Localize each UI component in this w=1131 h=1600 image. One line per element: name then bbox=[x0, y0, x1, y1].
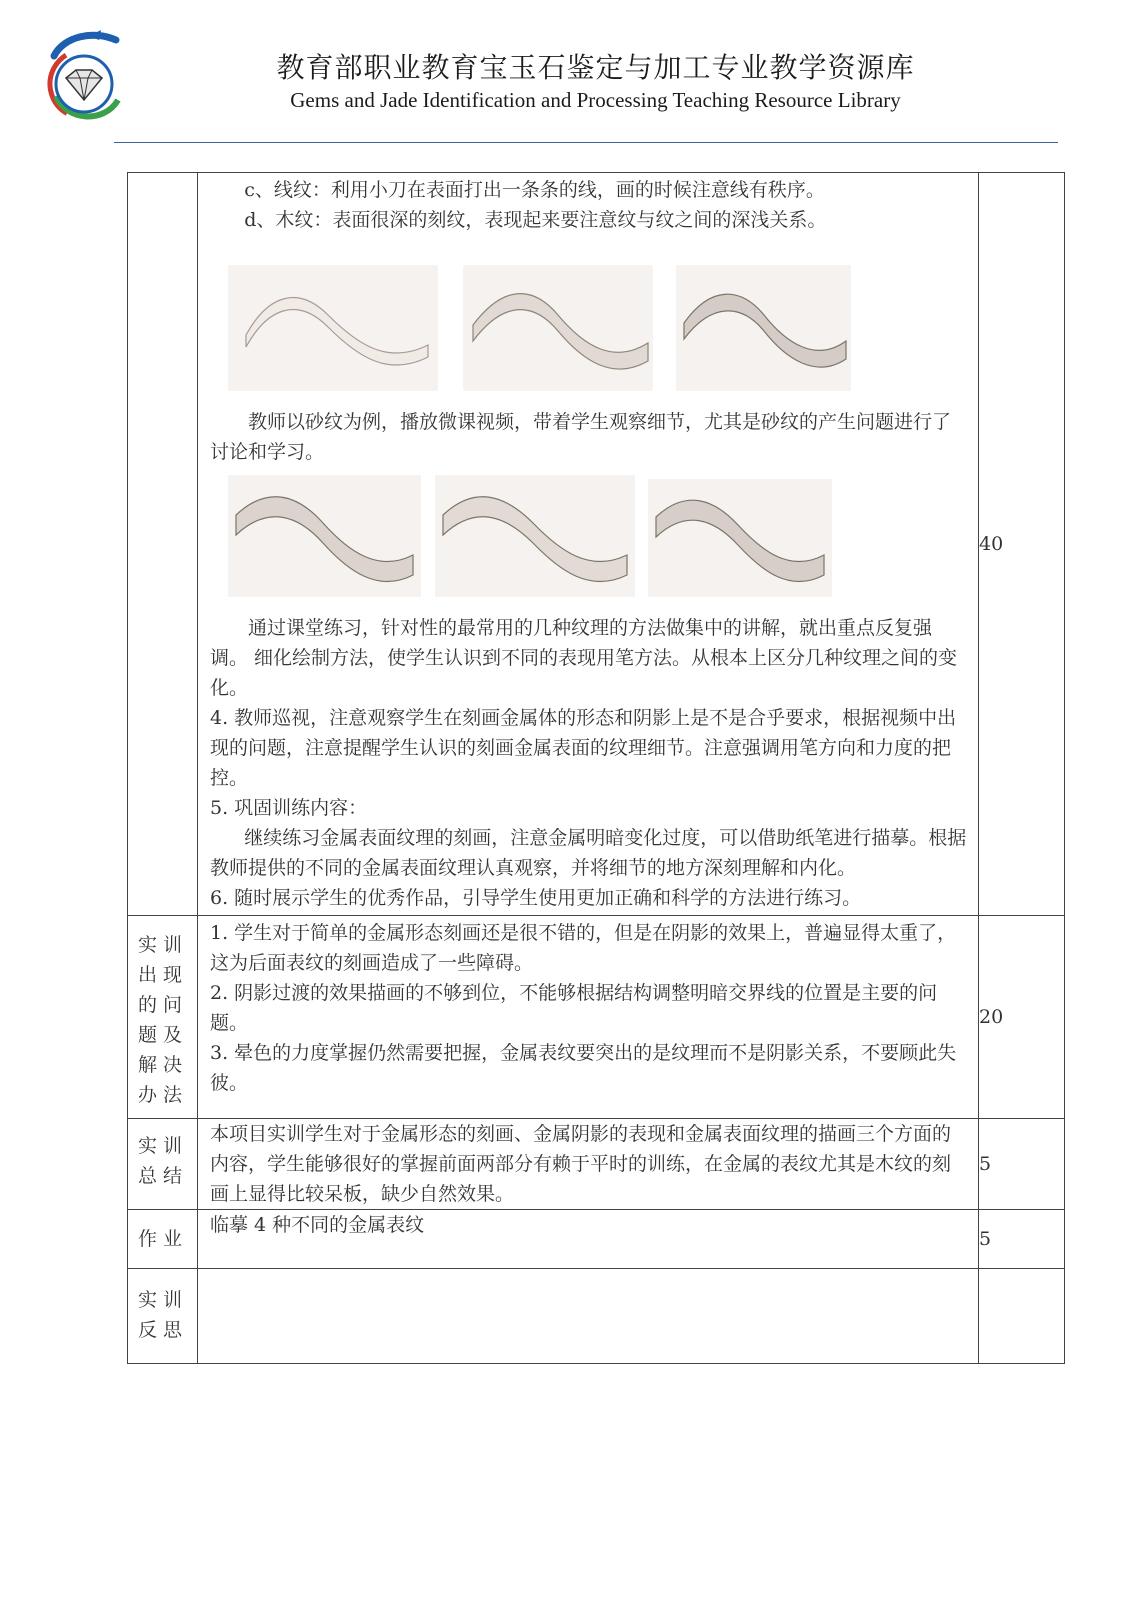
label-summary: 实训总结 bbox=[138, 1135, 189, 1187]
table-row-summary bbox=[128, 1119, 1065, 1210]
table-row-process bbox=[128, 173, 1065, 916]
table-row-problems bbox=[128, 916, 1065, 1119]
sketch-plain-strip-image bbox=[228, 265, 438, 391]
label-cell-summary bbox=[128, 1119, 198, 1210]
score-problems: 20 bbox=[979, 916, 1065, 1119]
line-texture-d: d、木纹：表面很深的刻纹，表现起来要注意纹与纹之间的深浅关系。 bbox=[244, 209, 827, 231]
header-subtitle: Gems and Jade Identification and Processing Teaching Resource Library bbox=[290, 88, 901, 112]
paragraph-class-practice: 通过课堂练习，针对性的最常用的几种纹理的方法做集中的讲解，就出重点反复强调。 细化绘制方法，使学生认识到不同的表现用笔方法。从根本上区分几种纹理之间的变化。 bbox=[210, 617, 958, 699]
table-row-homework bbox=[128, 1210, 1065, 1269]
item-5-body: 继续练习金属表面纹理的刻画，注意金属明暗变化过度，可以借助纸笔进行描摹。根据教师提供的不同的金属表面纹理认真观察，并将细节的地方深刻理解和内化。 bbox=[210, 827, 967, 879]
problem-item-3: 3. 晕色的力度掌握仍然需要把握，金属表纹要突出的是纹理而不是阴影关系，不要顾此失彼。 bbox=[210, 1042, 957, 1094]
item-4: 4. 教师巡视，注意观察学生在刻画金属体的形态和阴影上是不是合乎要求，根据视频中出现的问题，注意提醒学生认识的刻画金属表面的纹理细节。注意强调用笔方向和力度的把控。 bbox=[210, 707, 957, 789]
label-reflection: 实训反思 bbox=[138, 1289, 189, 1341]
problem-item-2: 2. 阴影过渡的效果描画的不够到位，不能够根据结构调整明暗交界线的位置是主要的问题。 bbox=[210, 982, 938, 1034]
sketch-textured-strip-image bbox=[676, 265, 851, 391]
lesson-table bbox=[127, 172, 1065, 1364]
score-homework: 5 bbox=[979, 1210, 1065, 1269]
label-cell-empty bbox=[128, 173, 198, 916]
line-texture-c: c、线纹：利用小刀在表面打出一条条的线，画的时候注意线有秩序。 bbox=[244, 179, 825, 201]
score-reflection bbox=[979, 1269, 1065, 1364]
sketch-line-texture-image bbox=[228, 475, 421, 597]
header-divider bbox=[114, 142, 1058, 143]
content-cell-reflection bbox=[198, 1269, 979, 1364]
label-cell-problems bbox=[128, 916, 198, 1119]
label-cell-reflection bbox=[128, 1269, 198, 1364]
score-summary: 5 bbox=[979, 1119, 1065, 1210]
score-process: 40 bbox=[979, 173, 1065, 916]
item-5: 5. 巩固训练内容： bbox=[210, 797, 368, 819]
content-cell-problems bbox=[198, 916, 979, 1119]
sketch-sand-texture-image bbox=[435, 475, 635, 597]
item-6: 6. 随时展示学生的优秀作品，引导学生使用更加正确和科学的方法进行练习。 bbox=[210, 887, 862, 909]
sketch-row-1 bbox=[198, 265, 978, 405]
problem-item-1: 1. 学生对于简单的金属形态刻画还是很不错的，但是在阴影的效果上，普遍显得太重了，这为后面表纹的刻画造成了一些障碍。 bbox=[210, 922, 957, 974]
header-title: 教育部职业教育宝玉石鉴定与加工专业教学资源库 bbox=[276, 51, 915, 84]
sketch-row-2 bbox=[198, 475, 978, 605]
summary-text: 本项目实训学生对于金属形态的刻画、金属阴影的表现和金属表面纹理的描画三个方面的内容，学生能够很好的掌握前面两部分有赖于平时的训练，在金属的表纹尤其是木纹的刻画上显得比较呆板，缺少自然效果。 bbox=[210, 1123, 952, 1205]
content-cell-process bbox=[198, 173, 979, 916]
homework-text: 临摹 4 种不同的金属表纹 bbox=[210, 1214, 425, 1236]
label-cell-homework bbox=[128, 1210, 198, 1269]
content-cell-homework bbox=[198, 1210, 979, 1269]
sketch-wood-texture-image bbox=[648, 479, 832, 597]
paragraph-sand-texture: 教师以砂纹为例，播放微课视频，带着学生观察细节，尤其是砂纹的产生问题进行了讨论和学习。 bbox=[210, 411, 952, 463]
label-homework: 作业 bbox=[138, 1228, 189, 1250]
content-cell-summary bbox=[198, 1119, 979, 1210]
sketch-shaded-strip-image bbox=[463, 265, 653, 391]
table-row-reflection bbox=[128, 1269, 1065, 1364]
label-problems: 实训出现的问题及解决办法 bbox=[138, 934, 189, 1106]
